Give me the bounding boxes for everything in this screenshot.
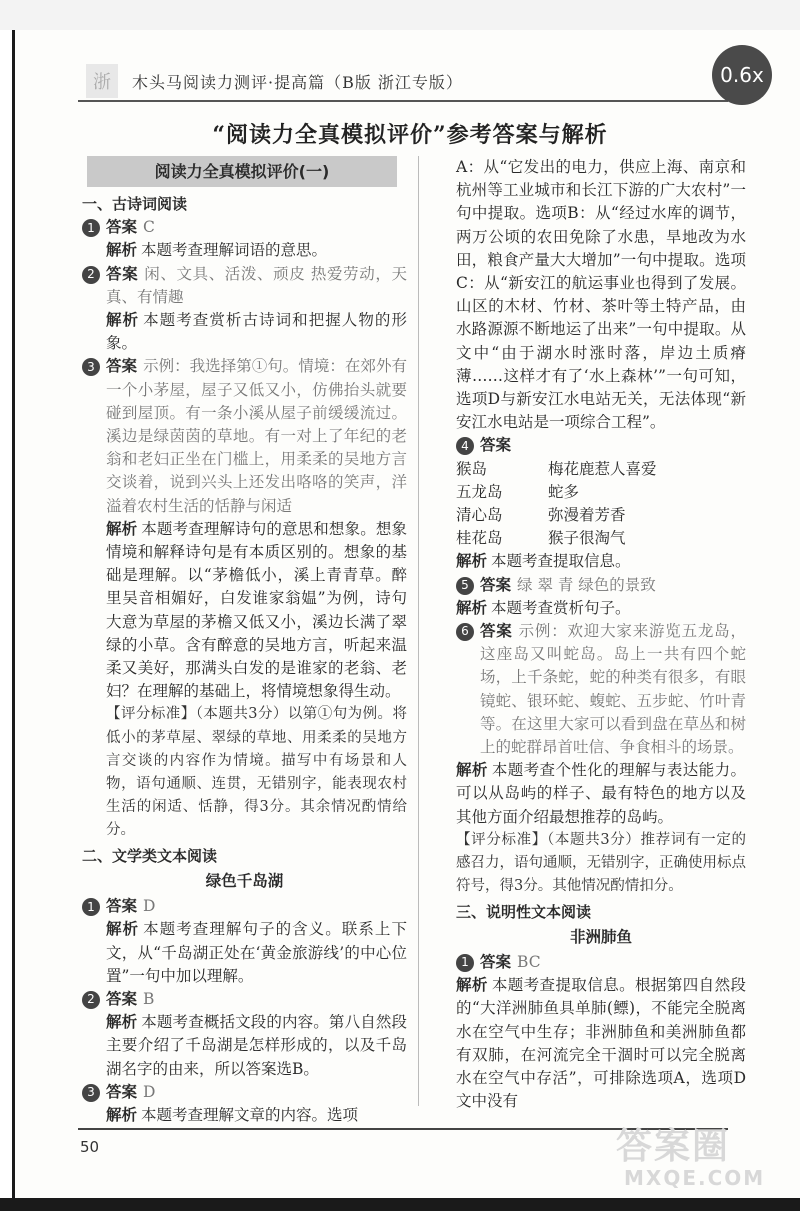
analysis-label: 解析: [106, 1013, 138, 1032]
question-number: 1: [456, 954, 474, 972]
running-header-text: 木头马阅读力测评·提高篇（B版 浙江专版）: [132, 72, 463, 92]
question-number: 2: [82, 991, 100, 1009]
answer-value: C: [143, 218, 155, 237]
analysis-label: 解析: [106, 311, 140, 330]
question-4-right: [456, 434, 746, 457]
list-item: [456, 527, 746, 550]
question-5-right: [456, 574, 746, 597]
question-number: 2: [82, 266, 100, 284]
analysis-block: [106, 1011, 407, 1081]
answer-label: 答案: [106, 357, 138, 376]
header-logo-mark: 浙: [86, 64, 118, 98]
score-text: （本题共3分）推荐词有一定的感召力，语句通顺，无错别字，正确使用标点符号，得3分。其他情况酌情扣分。: [456, 831, 746, 895]
answer-value: 示例：我选择第①句。情境：在郊外有一个小茅屋，屋子又低又小，仿佛抬头就要碰到屋顶。有一条小溪从屋子前缓缓流过。溪边是绿茵茵的草地。有一对上了年纪的老翁和老妇正坐在门槛上，用柔柔的吴地方言交谈着，说到兴头上还发出咯咯的笑声，洋溢着农村生活的恬静与闲适: [106, 357, 407, 515]
answer-value: 闲、文具、活泼、顽皮 热爱劳动，天真、有情趣: [106, 264, 407, 306]
answer-value: B: [143, 989, 155, 1008]
answer-label: 答案: [480, 575, 512, 594]
article-title: 绿色千岛湖: [205, 871, 284, 890]
score-criteria: [106, 703, 407, 842]
question-number: 1: [82, 898, 100, 916]
question-number: 5: [456, 577, 474, 595]
answer-label: 答案: [106, 989, 138, 1008]
island-name: 五龙岛: [456, 482, 503, 501]
page-title: “阅读力全真模拟评价”参考答案与解析: [212, 122, 608, 148]
list-item: [456, 481, 746, 504]
analysis-label: 解析: [106, 241, 138, 260]
question-5: [82, 988, 407, 1011]
island-name: 猴岛: [456, 459, 488, 478]
analysis-block: [106, 518, 407, 704]
score-label: 【评分标准】: [106, 706, 196, 723]
answer-label: 答案: [106, 218, 138, 237]
analysis-text: 本题考查提取信息。根据第四自然段的“大洋洲肺鱼具单肺(鳔)，不能完全脱离水在空气中生存；非洲肺鱼和美洲肺鱼都有双肺，在河流完全干涸时可以完全脱离水在空气中存活”，可排除选项A，选项D文中没有: [456, 976, 746, 1111]
analysis-block: [456, 597, 746, 620]
score-criteria: [456, 829, 746, 899]
question-number: 6: [456, 623, 474, 641]
answer-label: 答案: [480, 436, 512, 455]
question-1: [82, 216, 407, 239]
score-text: （本题共3分）以第①句为例。将低小的茅草屋、翠绿的草地、用柔柔的吴地方言交谈的内容作为情境。描写中有场景和人物，语句通顺、连贯，无错别字，能表现农村生活的闲适、恬静，得3分。其余情况酌情给分。: [106, 706, 408, 839]
analysis-text: 本题考查赏析古诗词和把握人物的形象。: [106, 311, 407, 353]
zoom-badge[interactable]: 0.6x: [712, 45, 772, 105]
watermark-url: MXQE.COM: [624, 1166, 766, 1190]
analysis-text: 本题考查理解文章的内容。选项: [141, 1105, 359, 1124]
section-heading-expository: 三、说明性文本阅读: [456, 902, 592, 921]
island-desc: 弥漫着芳香: [548, 506, 626, 525]
analysis-block: [106, 1104, 407, 1127]
question-6: [82, 1081, 407, 1104]
list-item: [456, 458, 746, 481]
running-header: [80, 64, 700, 98]
island-desc: 梅花鹿惹人喜爱: [548, 459, 657, 478]
analysis-label: 解析: [456, 976, 488, 995]
analysis-label: 解析: [106, 920, 140, 939]
answer-label: 答案: [106, 897, 138, 916]
analysis-text: 本题考查个性化的理解与表达能力。可以从岛屿的样子、最有特色的地方以及其他方面介绍最想推荐的岛屿。: [456, 761, 746, 826]
section-heading-poetry: 一、古诗词阅读: [82, 195, 188, 213]
header-rule: [78, 100, 728, 102]
answer-label: 答案: [106, 264, 139, 283]
eval-band: 阅读力全真模拟评价(一): [87, 156, 397, 187]
continued-analysis: A：从“它发出的电力，供应上海、南京和杭州等工业城市和长江下游的广大农村”一句中提取。选项B：从“经过水库的调节，两万公顷的农田免除了水患，旱地改为水田，粮食产量大大增加”一句中提取。选项C：从“新安江的航运事业也得到了发展。山区的木材、竹材、茶叶等土特产品，由水路源源不断地运了出来”一句中提取。从文中“由于湖水时涨时落，岸边土质瘠薄……这样才有了‘水上森林’”一句可知，选项D与新安江水电站无关，无法体现“新安江水电站是一项综合工程”。: [456, 158, 746, 432]
answer-value: BC: [517, 952, 541, 971]
answer-label: 答案: [480, 622, 513, 641]
analysis-text: 本题考查赏析句子。: [491, 598, 631, 617]
article-title: 非洲肺鱼: [569, 927, 632, 946]
analysis-block: [456, 550, 746, 573]
answer-value: D: [143, 1082, 156, 1101]
answer-label: 答案: [480, 952, 512, 971]
island-name: 桂花岛: [456, 529, 503, 548]
island-desc: 蛇多: [548, 482, 580, 501]
island-match-list: [456, 458, 746, 551]
analysis-block: [106, 918, 407, 988]
analysis-block: [106, 309, 407, 355]
analysis-label: 解析: [456, 761, 488, 780]
answer-value: 示例：欢迎大家来游览五龙岛，这座岛又叫蛇岛。岛上一共有四个蛇场，上千条蛇，蛇的种类有很多，有眼镜蛇、银环蛇、蝮蛇、五步蛇、竹叶青等。在这里大家可以看到盘在草丛和树上的蛇群昂首吐信、争食相斗的场景。: [480, 622, 746, 757]
analysis-text: 本题考查理解句子的含义。联系上下文，从“千岛湖正处在‘黄金旅游线’的中心位置”一句中加以理解。: [106, 920, 407, 985]
analysis-label: 解析: [456, 552, 488, 571]
section-heading-literary: 二、文学类文本阅读: [82, 846, 218, 865]
question-3: [82, 355, 407, 517]
analysis-text: 本题考查理解诗句的意思和想象。想象情境和解释诗句是有本质区别的。想象的基础是理解。以“茅檐低小，溪上青青草。醉里吴音相媚好，白发谁家翁媪”为例，诗句大意为草屋的茅檐又低又小，溪边长满了翠绿的小草。含有醉意的吴地方言，听起来温柔又美好，那满头白发的是谁家的老翁、老妇？在理解的基础上，将情境想象得生动。: [106, 519, 407, 701]
analysis-label: 解析: [456, 598, 488, 617]
analysis-text: 本题考查概括文段的内容。第八自然段主要介绍了千岛湖是怎样形成的，以及千岛湖名字的由来，所以答案选B。: [106, 1013, 407, 1078]
answer-value: D: [143, 897, 156, 916]
analysis-label: 解析: [106, 519, 138, 538]
analysis-block: [106, 239, 407, 262]
left-column: [82, 156, 407, 1127]
viewer-top-bar: [0, 0, 800, 30]
watermark-logo: 答案圈: [616, 1126, 731, 1167]
list-item: [456, 504, 746, 527]
score-label: 【评分标准】: [456, 831, 547, 848]
analysis-text: 本题考查提取信息。: [491, 552, 631, 571]
page-number: 50: [80, 1138, 100, 1156]
question-number: 3: [82, 1084, 100, 1102]
question-2: [82, 263, 407, 309]
island-name: 清心岛: [456, 506, 503, 525]
question-6-right: [456, 620, 746, 759]
question-number: 3: [82, 358, 100, 376]
question-4: [82, 895, 407, 918]
question-number: 4: [456, 437, 474, 455]
question-number: 1: [82, 219, 100, 237]
analysis-block: [456, 974, 746, 1113]
question-7-right: [456, 951, 746, 974]
analysis-text: 本题考查理解词语的意思。: [141, 241, 328, 260]
answer-value: 绿 翠 青 绿色的景致: [517, 575, 656, 594]
column-divider: [418, 156, 419, 1106]
analysis-label: 解析: [106, 1105, 138, 1124]
answer-label: 答案: [106, 1082, 138, 1101]
analysis-block: [456, 759, 746, 829]
island-desc: 猴子很淘气: [548, 529, 626, 548]
right-column: [456, 156, 746, 1113]
viewer-bottom-bar: [0, 1198, 800, 1211]
